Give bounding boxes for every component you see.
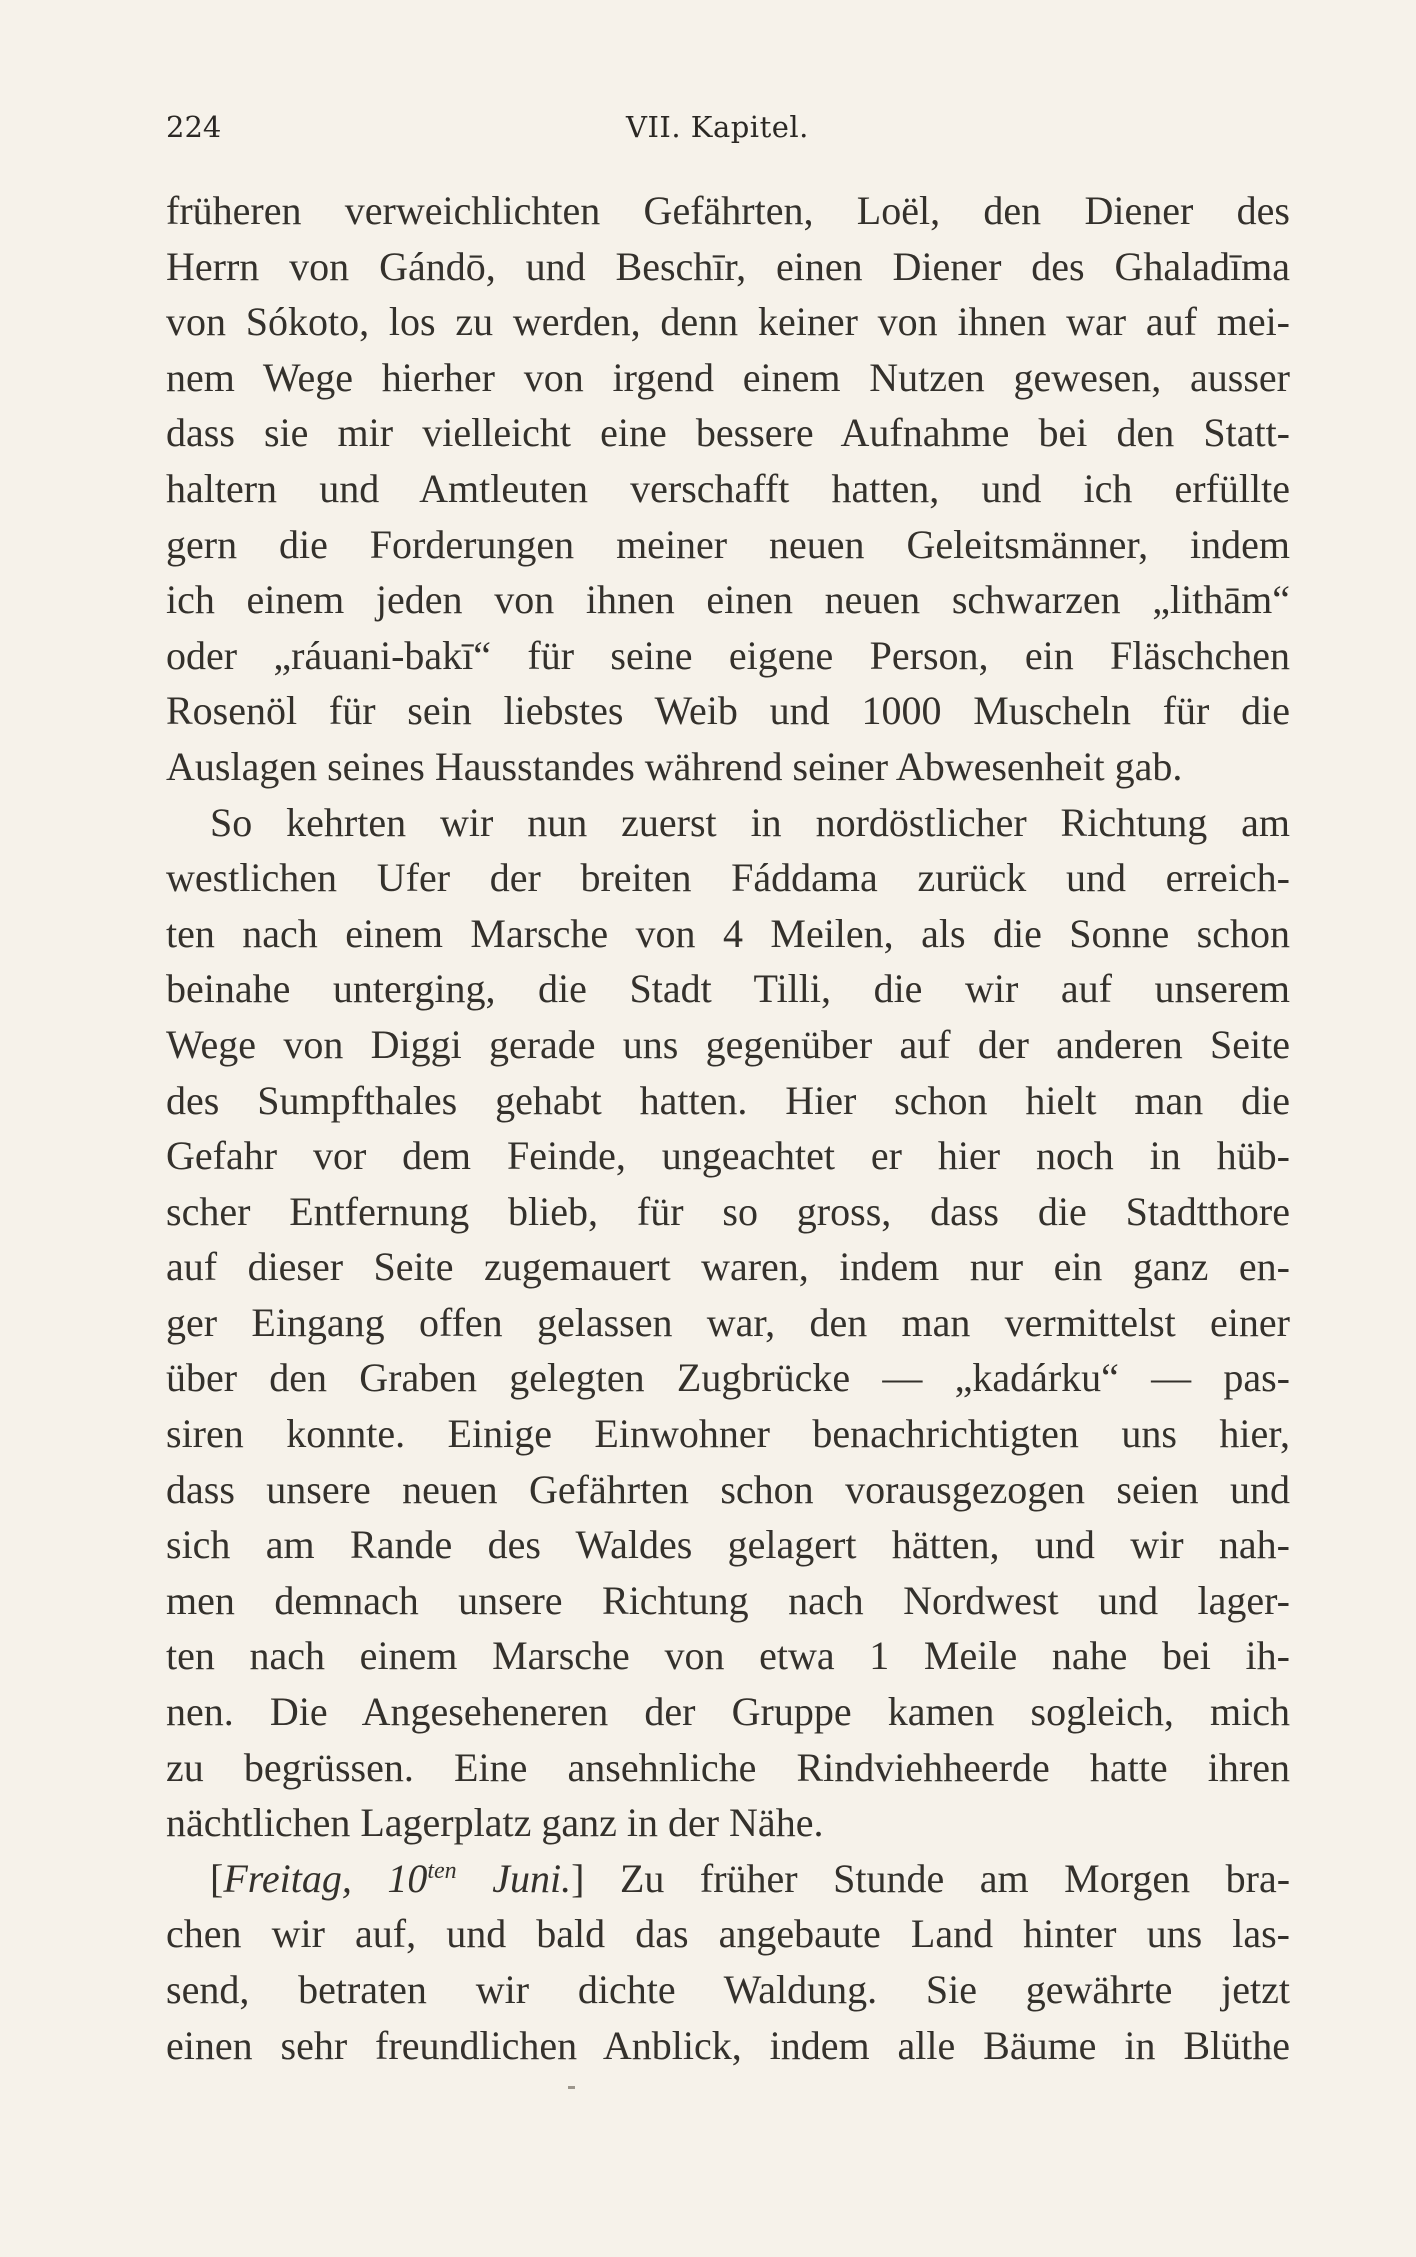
text-line: Herrn von Gándō, und Beschīr, einen Diener des Ghaladīma (166, 243, 1290, 289)
text-line: chen wir auf, und bald das angebaute Land hinter uns las- (166, 1911, 1290, 1957)
text-line: haltern und Amtleuten verschafft hatten, und ich erfüllte (166, 465, 1290, 511)
text-line: westlichen Ufer der breiten Fáddama zurück und erreich- (166, 855, 1290, 901)
text-line: nen. Die Angeseheneren der Gruppe kamen sogleich, mich (166, 1689, 1290, 1735)
text-line: ten nach einem Marsche von 4 Meilen, als die Sonne schon (166, 910, 1290, 956)
text-line: ten nach einem Marsche von etwa 1 Meile nahe bei ih- (166, 1633, 1290, 1679)
running-head: VII. Kapitel. (626, 110, 809, 144)
text-line: von Sókoto, los zu werden, denn keiner von ihnen war auf mei- (166, 299, 1290, 345)
text-line: Gefahr vor dem Feinde, ungeachtet er hier noch in hüb- (166, 1133, 1290, 1179)
text-line: send, betraten wir dichte Waldung. Sie gewährte jetzt (166, 1967, 1290, 2012)
date-day: Freitag, (223, 1855, 352, 1901)
first-line-rest: Zu früher Stunde am Morgen bra- (619, 1855, 1290, 1901)
text-line: früheren verweichlichten Gefährten, Loël, den Diener des (166, 188, 1290, 233)
text-line: einen sehr freundlichen Anblick, indem alle Bäume in Blüthe (166, 2022, 1290, 2068)
page-number: 224 (166, 110, 222, 144)
body-text (166, 183, 1290, 2073)
text-line: scher Entfernung blieb, für so gross, dass die Stadtthore (166, 1188, 1290, 1234)
date-month: Juni. (492, 1855, 572, 1901)
text-line: sich am Rande des Waldes gelagert hätten, und wir nah- (166, 1522, 1290, 1568)
text-line: gern die Forderungen meiner neuen Geleitsmänner, indem (166, 521, 1290, 567)
text-line: beinahe unterging, die Stadt Tilli, die wir auf unserem (166, 966, 1290, 1012)
text-line: ger Eingang offen gelassen war, den man vermittelst einer (166, 1299, 1290, 1345)
date-day-number: 10 (387, 1855, 428, 1901)
text-line: nem Wege hierher von irgend einem Nutzen gewesen, ausser (166, 354, 1290, 400)
text-line: dass unsere neuen Gefährten schon vorausgezogen seien und (166, 1466, 1290, 1512)
text-line: siren konnte. Einige Einwohner benachrichtigten uns hier, (166, 1411, 1290, 1457)
text-line: dass sie mir vielleicht eine bessere Aufnahme bei den Statt- (166, 410, 1290, 456)
date-day-suffix: ten (427, 1857, 457, 1884)
text-line: So kehrten wir nun zuerst in nordöstlicher Richtung am (210, 799, 1290, 845)
print-speck (568, 2086, 575, 2089)
text-line: nächtlichen Lagerplatz ganz in der Nähe. (166, 1800, 824, 1846)
text-line: ich einem jeden von ihnen einen neuen schwarzen „lithām“ (166, 577, 1290, 623)
text-line: des Sumpfthales gehabt hatten. Hier schon hielt man die (166, 1077, 1290, 1123)
close-bracket: ] (571, 1855, 585, 1901)
text-line: über den Graben gelegten Zugbrücke — „kadárku“ — pas- (166, 1355, 1290, 1401)
text-line: Rosenöl für sein liebstes Weib und 1000 Muscheln für die (166, 688, 1290, 734)
text-line: oder „ráuani-bakī“ für seine eigene Person, ein Fläschchen (166, 632, 1290, 678)
text-line: auf dieser Seite zugemauert waren, indem nur ein ganz en- (166, 1244, 1290, 1290)
text-line: zu begrüssen. Eine ansehnliche Rindviehheerde hatte ihren (166, 1744, 1290, 1790)
open-bracket: [ (210, 1855, 224, 1901)
text-line: Auslagen seines Hausstandes während seiner Abwesenheit gab. (166, 743, 1183, 789)
page-header (166, 110, 1290, 160)
dated-paragraph-first-line (166, 1851, 1290, 1907)
text-line: men demnach unsere Richtung nach Nordwest und lager- (166, 1577, 1290, 1623)
text-line: Wege von Diggi gerade uns gegenüber auf der anderen Seite (166, 1021, 1290, 1067)
